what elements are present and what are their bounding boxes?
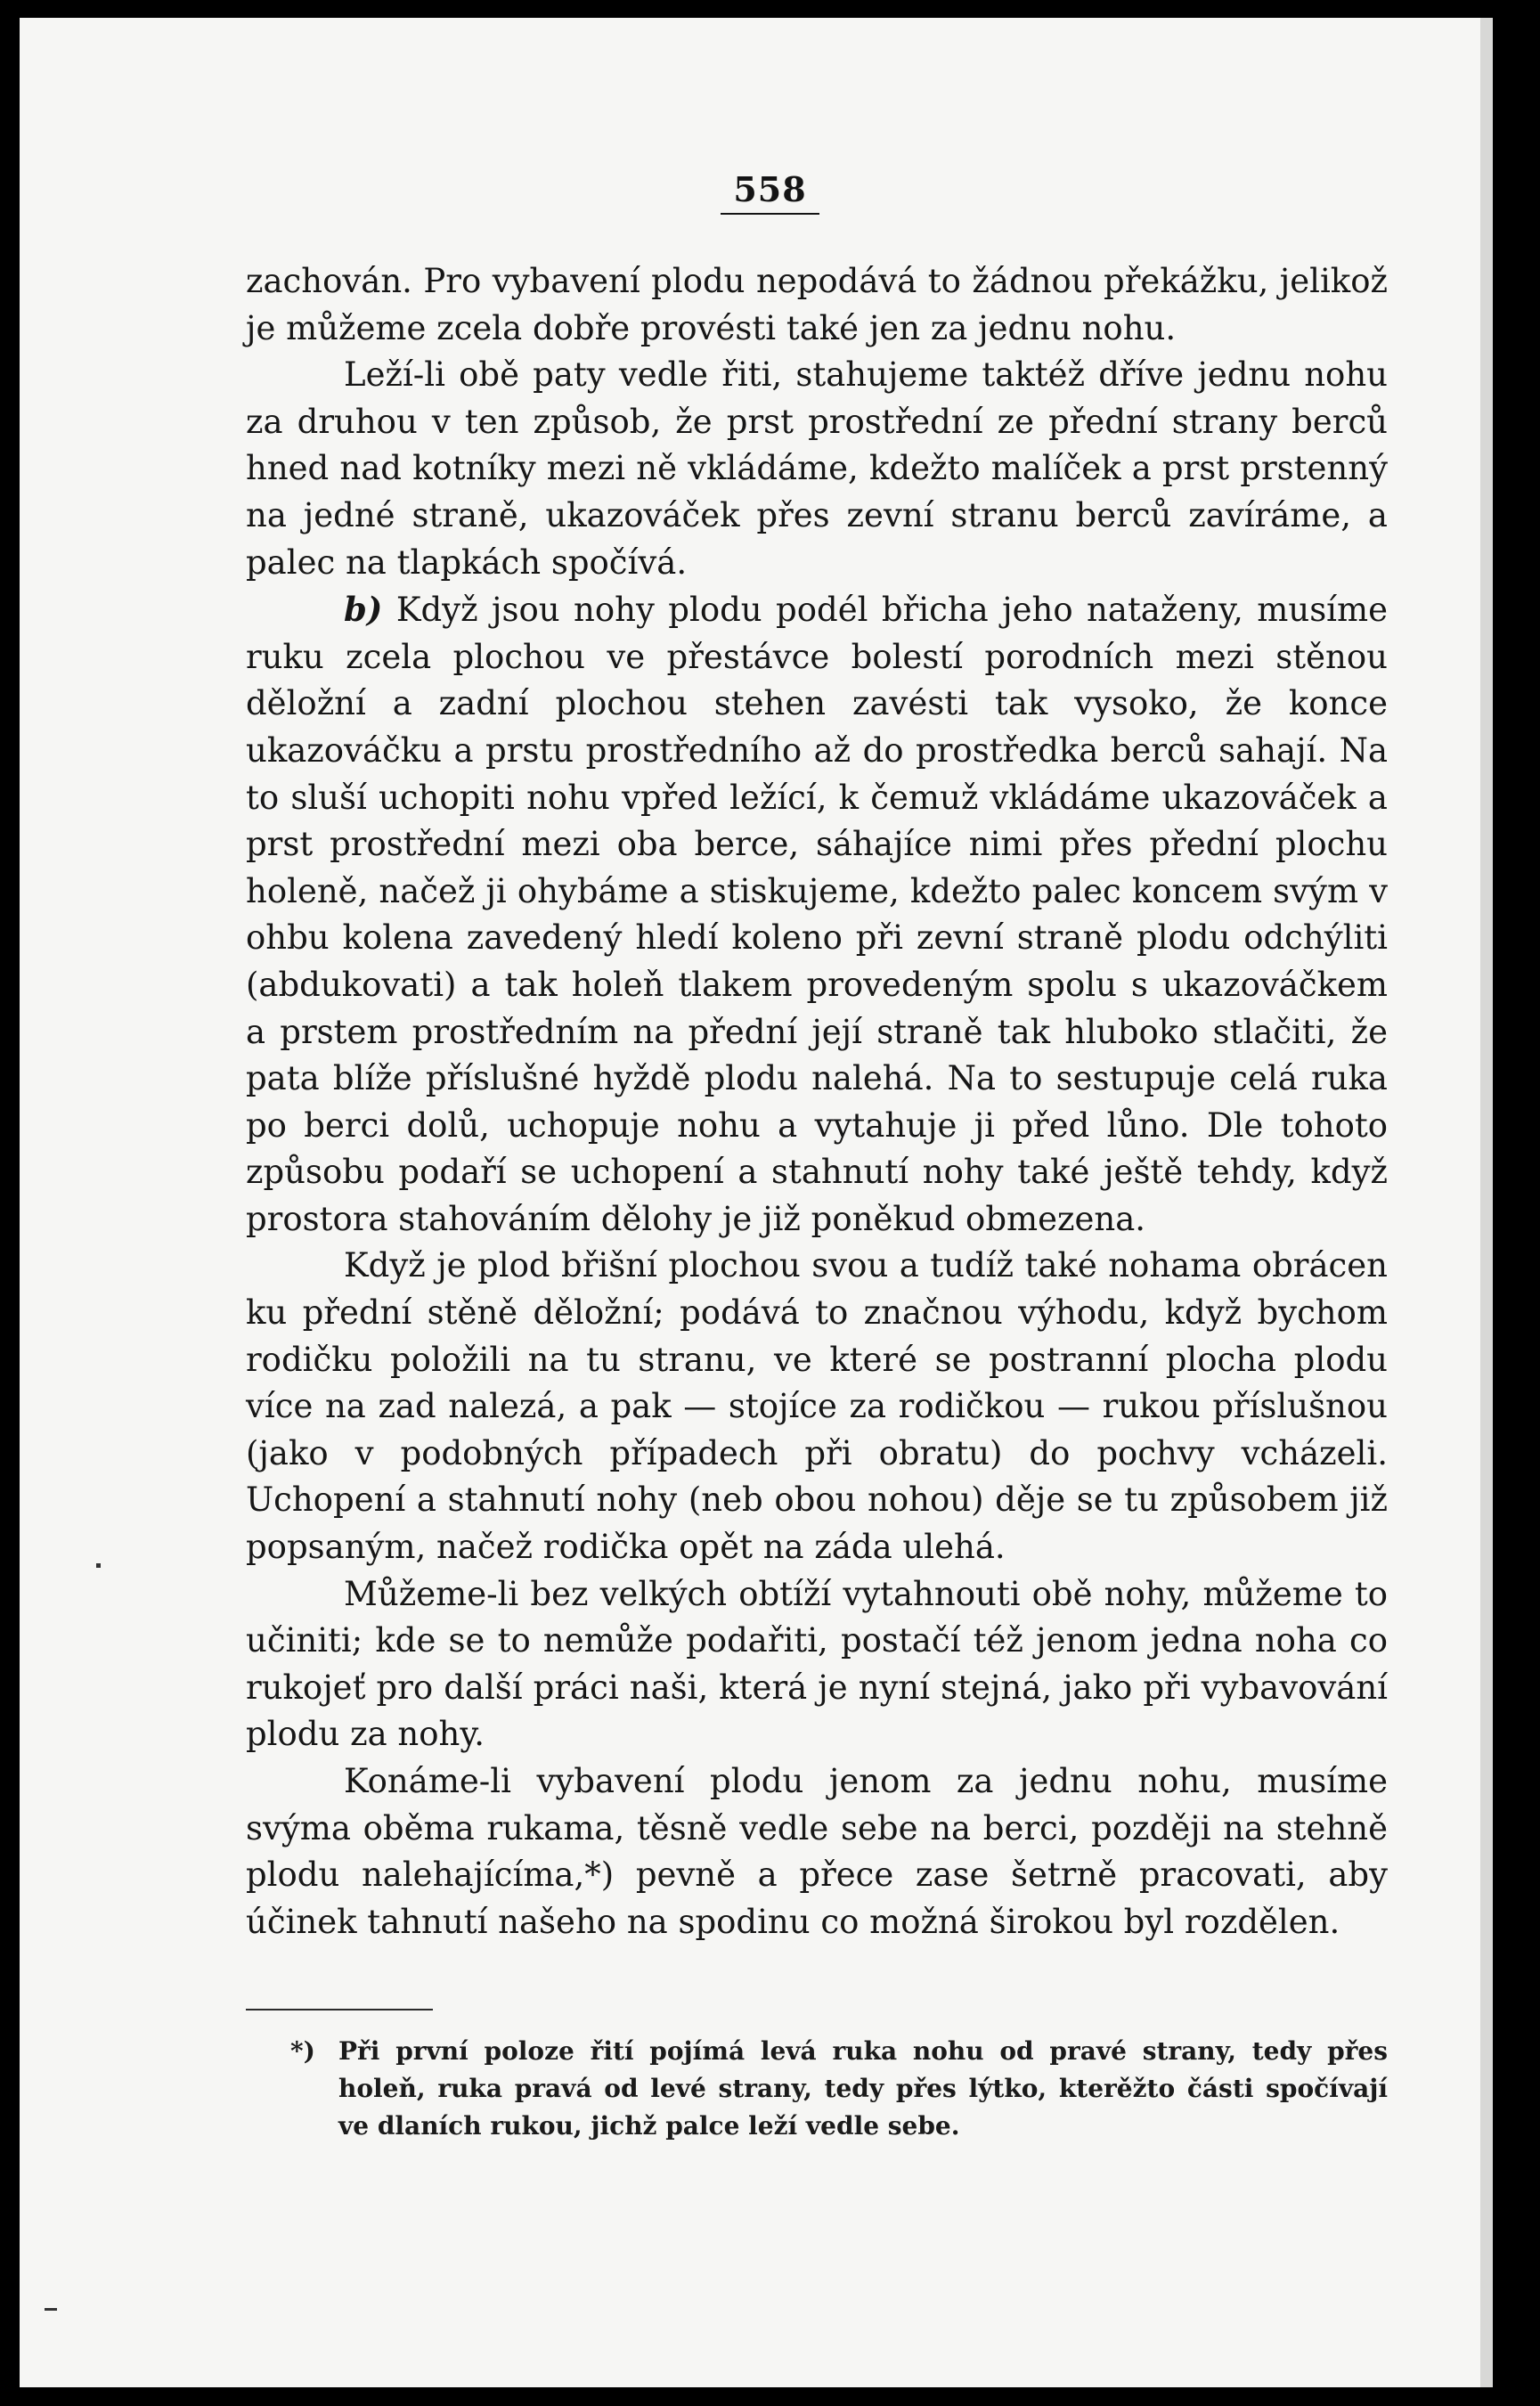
footnote-mark: *) xyxy=(290,2036,315,2066)
paragraph-3-marker: b) xyxy=(344,590,383,630)
paragraph-5 xyxy=(246,1571,1388,1758)
paragraph-6 xyxy=(246,1758,1388,1945)
paragraph-2-text: Leží-li obě paty vedle řiti, stahujeme taktéž dříve jednu nohu za druhou v ten způsob, že prst prostřední ze přední strany berců hned nad kotníky mezi ně vkládáme, kdežto malíček a prst prstenný na jedné straně, ukazováček přes zevní stranu berců zavíráme, a palec na tlapkách spočívá. xyxy=(246,355,1388,582)
scan-speck xyxy=(45,2308,57,2311)
footnote xyxy=(290,2033,1388,2145)
paragraph-2 xyxy=(246,352,1388,586)
paragraph-1 xyxy=(246,258,1388,352)
page-header xyxy=(0,169,1540,215)
page-number: 558 xyxy=(721,169,819,215)
paragraph-5-text: Můžeme-li bez velkých obtíží vytahnouti obě nohy, můžeme to učiniti; kde se to nemůže podařiti, postačí též jenom jedna noha co rukojeť pro další práci naši, která je nyní stejná, jako při vybavování plodu za nohy. xyxy=(246,1574,1388,1754)
paragraph-1-text: zachován. Pro vybavení plodu nepodává to žádnou překážku, jelikož je můžeme zcela dobře provésti také jen za jednu nohu. xyxy=(246,262,1388,347)
page-edge xyxy=(1480,18,1493,2387)
paragraph-3-text: Když jsou nohy plodu podél břicha jeho nataženy, musíme ruku zcela plochou ve přestávce bolestí porodních mezi stěnou děložní a zadní plochou stehen zavésti tak vysoko, že konce ukazováčku a prstu prostředního až do prostředka berců sahají. Na to sluší uchopiti nohu vpřed ležící, k čemuž vkládáme ukazováček a prst prostřední mezi oba berce, sáhajíce nimi přes přední plochu holeně, načež ji ohybáme a stiskujeme, kdežto palec koncem svým v ohbu kolena zavedený hledí koleno při zevní straně plodu odchýliti (abdukovati) a tak holeň tlakem provedeným spolu s ukazováčkem a prstem prostředním na přední její straně tak hluboko stlačiti, že pata blíže příslušné hyždě plodu nalehá. Na to sestupuje celá ruka po berci dolů, uchopuje nohu a vytahuje ji před lůno. Dle tohoto způsobu podaří se uchopení a stahnutí nohy také ještě tehdy, když prostora stahováním dělohy je již poněkud obmezena. xyxy=(246,591,1388,1238)
scan-speck xyxy=(96,1563,101,1568)
paragraph-4-text: Když je plod břišní plochou svou a tudíž také nohama obrácen ku přední stěně děložní; podává to značnou výhodu, když bychom rodičku položili na tu stranu, ve které se postranní plocha plodu více na zad nalezá, a pak — stojíce za rodičkou — rukou příslušnou (jako v podobných případech při obratu) do pochvy vcházeli. Uchopení a stahnutí nohy (neb obou nohou) děje se tu způsobem již popsaným, načež rodička opět na záda ulehá. xyxy=(246,1246,1388,1567)
paragraph-6-text: Konáme-li vybavení plodu jenom za jednu nohu, musíme svýma oběma rukama, těsně vedle sebe na berci, později na stehně plodu nalehajícíma,*) pevně a přece zase šetrně pracovati, aby účinek tahnutí našeho na spodinu co možná širokou byl rozdělen. xyxy=(246,1762,1388,1941)
body-text xyxy=(246,258,1388,1945)
paragraph-4 xyxy=(246,1243,1388,1570)
paragraph-3 xyxy=(246,586,1388,1243)
footnote-text: Při první poloze řití pojímá levá ruka nohu od pravé strany, tedy přes holeň, ruka pravá od levé strany, tedy přes lýtko, kterěžto části spočívají ve dlaních rukou, jichž palce leží vedle sebe. xyxy=(338,2036,1388,2141)
footnote-rule xyxy=(246,2009,433,2010)
